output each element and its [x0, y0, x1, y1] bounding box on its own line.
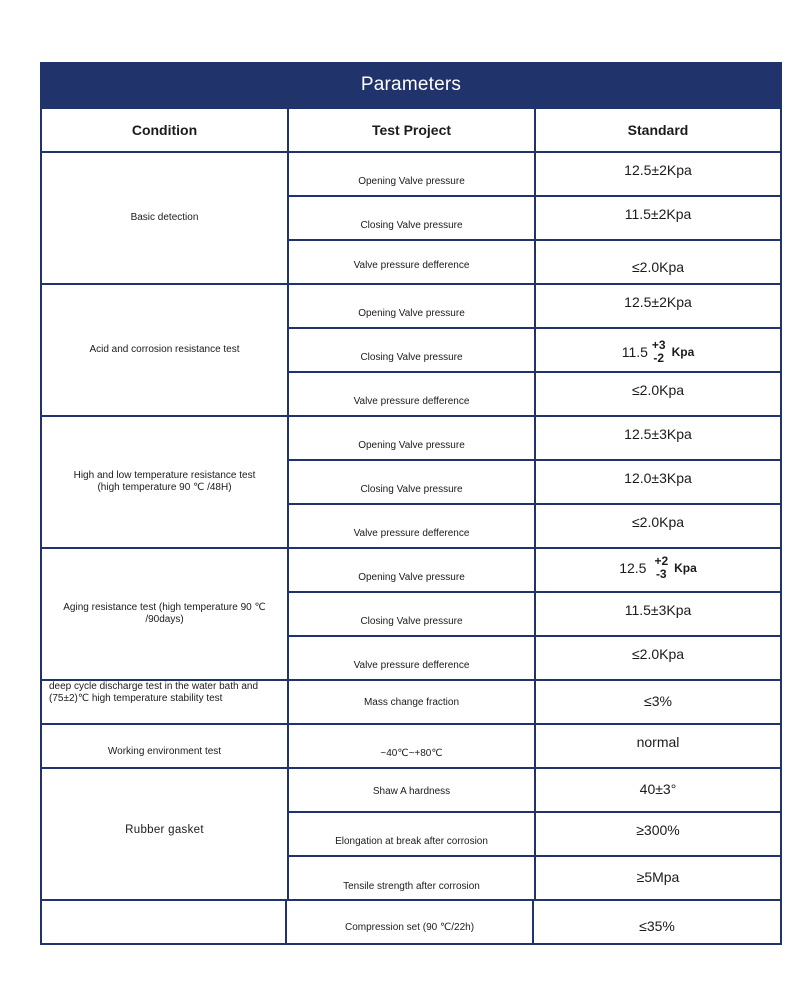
condition-acid-corrosion: Acid and corrosion resistance test: [42, 285, 289, 417]
condition-line: High and low temperature resistance test: [73, 470, 256, 481]
project-cell: Shaw A hardness: [289, 769, 536, 813]
tolerance-lower: -2: [653, 351, 665, 365]
standard-cell: ≥5Mpa: [636, 869, 680, 885]
header-test-project: Test Project: [289, 109, 536, 153]
project-cell: Tensile strength after corrosion: [289, 857, 536, 901]
standard-cell: ≤3%: [536, 681, 780, 725]
standard-cell: ≤2.0Kpa: [536, 505, 780, 549]
tolerance-base: 11.5: [621, 344, 648, 360]
header-condition: Condition: [42, 109, 289, 153]
project-cell: Elongation at break after corrosion: [289, 813, 536, 857]
condition-working-environment: Working environment test: [42, 725, 289, 769]
tolerance-lower: -3: [655, 567, 667, 581]
condition-line: (high temperature 90 ℃ /48H): [97, 482, 232, 493]
table-title: Parameters: [40, 62, 782, 108]
tolerance-upper: +3: [651, 338, 666, 352]
project-cell: Valve pressure defference: [289, 505, 536, 549]
tolerance-value: [622, 339, 695, 365]
parameters-table: [40, 107, 782, 945]
condition-line: Aging resistance test (high temperature 90 ℃: [63, 602, 266, 613]
standard-cell: ≤2.0Kpa: [536, 373, 780, 417]
condition-line: (75±2)℃ high temperature stability test: [49, 693, 223, 704]
standard-cell: 40±3°: [536, 769, 780, 813]
tolerance-unit: Kpa: [671, 345, 695, 359]
tolerance-base: 12.5: [619, 560, 647, 576]
standard-cell: 12.0±3Kpa: [536, 461, 780, 505]
condition-deep-cycle-discharge: [42, 681, 289, 725]
tolerance-upper: +2: [654, 554, 669, 568]
standard-cell: ≥300%: [536, 813, 780, 857]
project-cell: Opening Valve pressure: [289, 549, 536, 593]
compression-set-row: [40, 899, 782, 945]
project-cell: Opening Valve pressure: [289, 153, 536, 197]
standard-cell: ≤2.0Kpa: [536, 241, 780, 285]
condition-basic-detection: Basic detection: [42, 153, 289, 285]
standard-cell: 12.5±3Kpa: [536, 417, 780, 461]
standard-cell: 12.5±2Kpa: [536, 153, 780, 197]
condition-temperature-resistance: [42, 417, 289, 549]
condition-rubber-gasket: Rubber gasket: [42, 769, 289, 901]
tolerance-value: [619, 555, 697, 581]
condition-line: deep cycle discharge test in the water bath and: [49, 681, 259, 692]
project-cell: Closing Valve pressure: [289, 197, 536, 241]
standard-cell: 12.5±2Kpa: [536, 285, 780, 329]
condition-blank-cell: [42, 901, 287, 943]
condition-line: /90days): [145, 614, 184, 625]
standard-cell: ≤2.0Kpa: [536, 637, 780, 681]
project-cell: Opening Valve pressure: [289, 417, 536, 461]
rubber-subgrid: [289, 813, 780, 901]
standard-cell: 11.5±3Kpa: [536, 593, 780, 637]
project-cell: Valve pressure defference: [289, 241, 536, 285]
project-cell: Valve pressure defference: [289, 373, 536, 417]
rubber-gasket-subrows: [289, 813, 780, 901]
project-cell: Closing Valve pressure: [289, 461, 536, 505]
project-cell: Compression set (90 ℃/22h): [287, 901, 534, 943]
standard-cell: 11.5±2Kpa: [536, 197, 780, 241]
tolerance-range: [652, 339, 666, 365]
condition-aging-resistance: [42, 549, 289, 681]
tolerance-unit: Kpa: [674, 561, 697, 575]
project-cell: Opening Valve pressure: [289, 285, 536, 329]
header-standard: Standard: [536, 109, 780, 153]
project-cell: Mass change fraction: [289, 681, 536, 725]
standard-cell: ≤35%: [639, 918, 675, 934]
standard-cell: [536, 549, 780, 593]
project-cell: ~40℃~+80℃: [289, 725, 536, 769]
project-cell: Valve pressure defference: [289, 637, 536, 681]
standard-cell: [536, 329, 780, 373]
standard-cell: normal: [536, 725, 780, 769]
project-cell: Closing Valve pressure: [289, 593, 536, 637]
tolerance-range: [654, 555, 668, 581]
project-cell: Closing Valve pressure: [289, 329, 536, 373]
